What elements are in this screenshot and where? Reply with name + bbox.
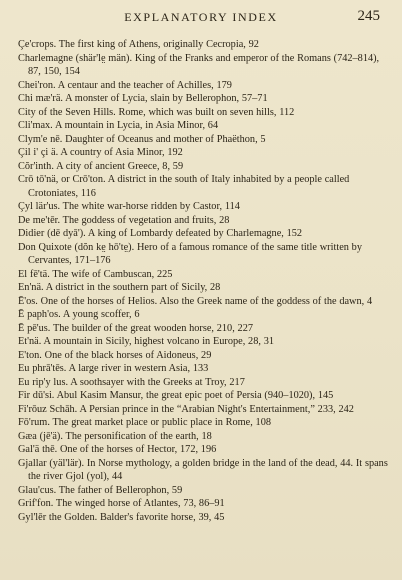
index-entry: Didier (dē dyā'). A king of Lombardy defeated by Charlemagne, 152	[18, 228, 303, 239]
index-entry: Chi mæ'rä. A monster of Lycia, slain by Bellerophon, 57–71	[18, 93, 268, 104]
index-entry: Eu phrā'tēs. A large river in western Asia, 133	[18, 363, 209, 374]
index-entry: Gæa (jē'ä). The personification of the earth, 18	[18, 430, 212, 442]
index-entry: Cŏr'inth. A city of ancient Greece, 8, 59	[18, 160, 184, 172]
index-entry: City of the Seven Hills. Rome, which was built on seven hills, 112	[18, 106, 295, 118]
index-entry: Çyl lär'us. The white war-horse ridden by Castor, 114	[18, 201, 240, 212]
index-entry: En'nä. A district in the southern part of Sicily, 28	[18, 282, 221, 293]
index-entry: El fē'tä. The wife of Cambuscan, 225	[18, 268, 173, 280]
index-entry: Et'nä. A mountain in Sicily, highest volcano in Europe, 28, 31	[18, 336, 275, 347]
index-entry: Eu rip'y lus. A soothsayer with the Greeks at Troy, 217	[18, 376, 245, 388]
index-entry: De me'tēr. The goddess of vegetation and fruits, 28	[18, 214, 230, 226]
index-entry: Ē'os. One of the horses of Helios. Also the Greek name of the goddess of the dawn, 4	[18, 295, 373, 307]
index-entry: Charlemagne (shär'le̤ män). King of the Franks and emperor of the Romans (742–814), 87, 150, 154	[18, 52, 380, 77]
index-entry: Ē pē'us. The builder of the great wooden horse, 210, 227	[18, 322, 254, 334]
index-entry: Gyl'lēr the Golden. Balder's favorite horse, 39, 45	[18, 511, 225, 523]
running-title: EXPLANATORY INDEX	[124, 10, 278, 24]
index-entry: Ē paph'os. A young scoffer, 6	[18, 309, 140, 320]
index-entry: Çil i' çi ä. A country of Asia Minor, 192	[18, 147, 183, 158]
index-entry: Fir dū'si. Abul Kasim Mansur, the great epic poet of Persia (940–1020), 145	[18, 390, 334, 401]
index-entry: Don Quixote (dŏn ke̤ hō'te̤). Hero of a famous romance of the same title written by Cervantes, 171–176	[18, 241, 362, 266]
index-entry: Gal'ä thē. One of the horses of Hector, 172, 196	[18, 444, 217, 455]
index-entry: Grif'fon. The winged horse of Atlantes, 73, 86–91	[18, 498, 225, 509]
page-number: 245	[357, 8, 380, 24]
index-entry: Fi'rōuz Schāh. A Persian prince in the “Arabian Night's Entertainment,” 233, 242	[18, 403, 354, 415]
index-entry: Glau'cus. The father of Bellerophon, 59	[18, 484, 183, 496]
index-entry: Gjallar (yäl'lär). In Norse mythology, a golden bridge in the land of the dead, 44. It spans the river Gjol (yol), 44	[18, 457, 388, 482]
page-header	[0, 8, 402, 30]
index-entry: Cli'max. A mountain in Lycia, in Asia Minor, 64	[18, 120, 219, 131]
index-entry: Chei'ron. A centaur and the teacher of Achilles, 179	[18, 79, 232, 91]
index-entry-list	[18, 38, 390, 524]
index-entry: Crō tō'nä, or Crō'ton. A district in the south of Italy inhabited by a people called Crotoniates, 116	[18, 174, 350, 199]
index-entry: Fō'rum. The great market place or public place in Rome, 108	[18, 417, 272, 428]
index-entry: E'ton. One of the black horses of Aidoneus, 29	[18, 349, 212, 361]
index-entry: Çe'crops. The first king of Athens, originally Cecropia, 92	[18, 39, 259, 50]
index-entry: Clym'e nē. Daughter of Oceanus and mother of Phaëthon, 5	[18, 133, 266, 145]
